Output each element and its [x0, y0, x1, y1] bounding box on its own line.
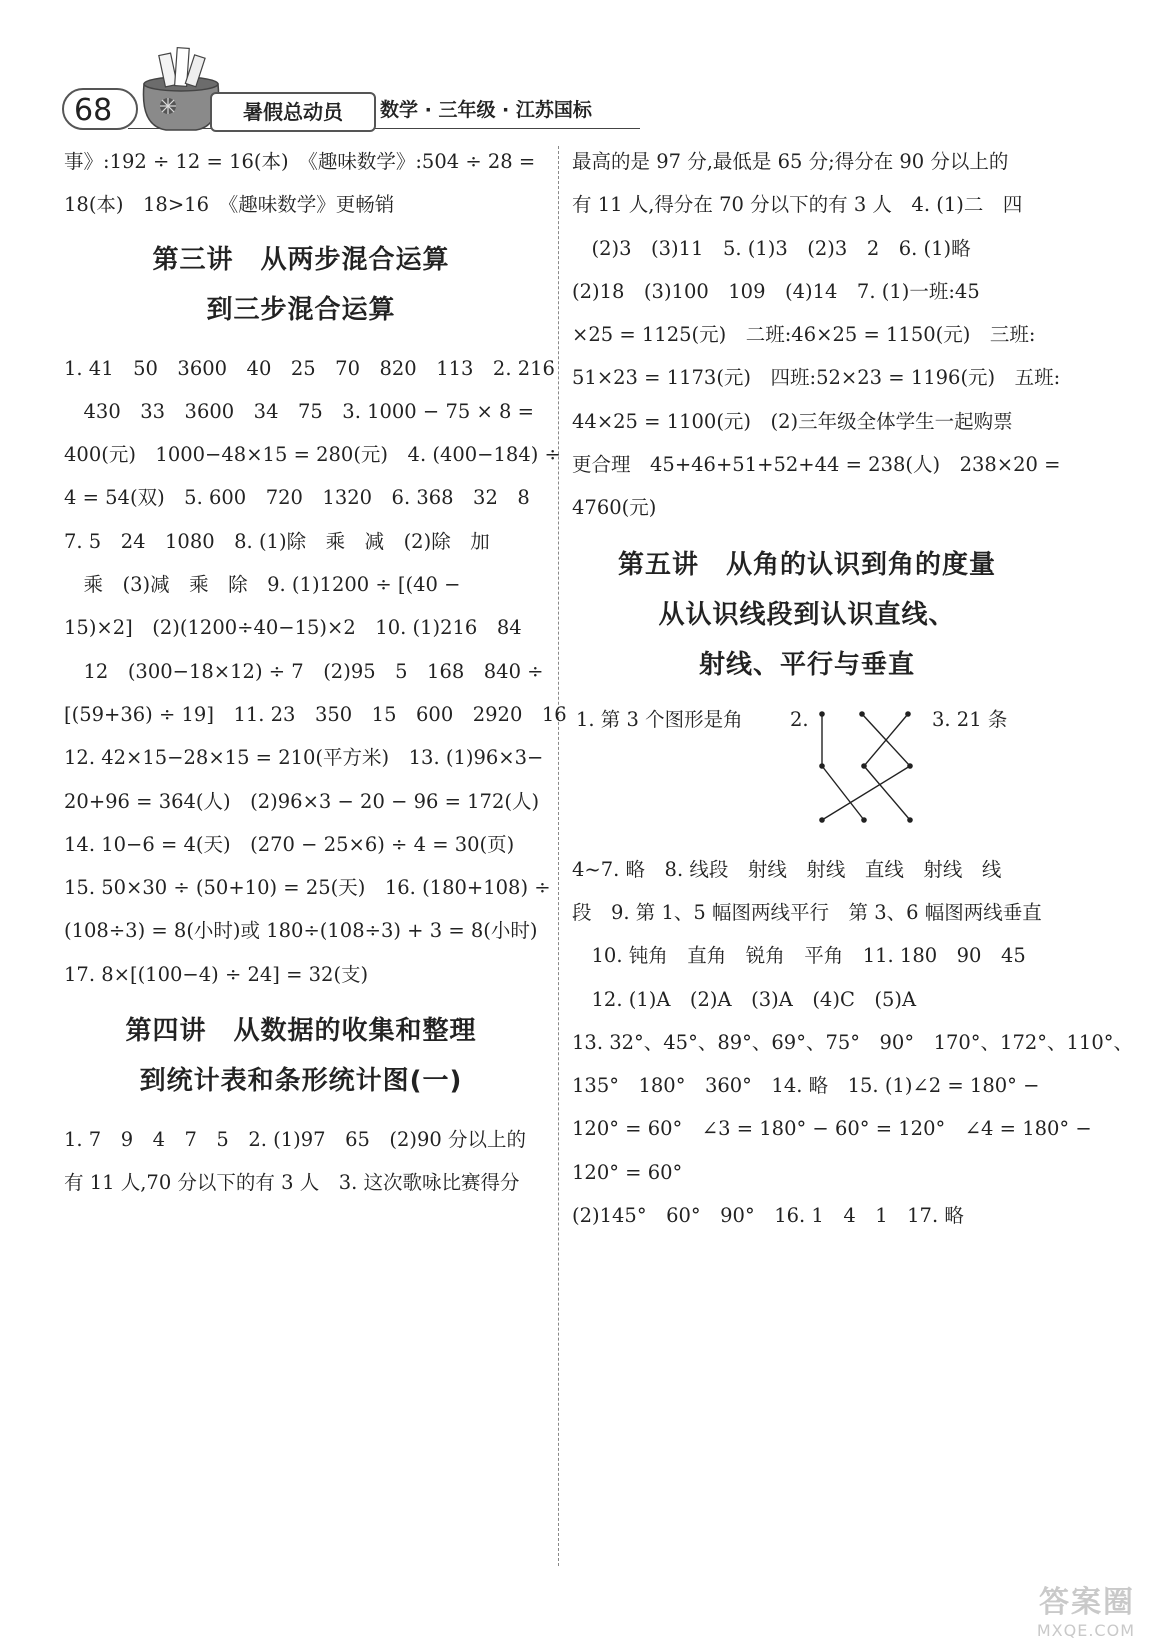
- answer-line: 135° 180° 360° 14. 略 15. (1)∠2 = 180° −: [572, 1074, 1040, 1098]
- answer-line: 1. 41 50 3600 40 25 70 820 113 2. 216: [64, 356, 555, 380]
- answer-line: 44×25 = 1100(元) (2)三年级全体学生一起购票: [572, 409, 1013, 433]
- section-4-heading: [64, 1006, 538, 1106]
- series-title: 暑假总动员: [210, 92, 376, 132]
- section-title: 到统计表和条形统计图(一): [139, 1066, 463, 1097]
- answer-line: 有 11 人,70 分以下的有 3 人 3. 这次歌咏比赛得分: [64, 1171, 520, 1195]
- page-number: 68: [62, 88, 138, 130]
- section-5-heading: [572, 540, 1042, 690]
- answer-line: (2)3 (3)11 5. (1)3 (2)3 2 6. (1)略: [572, 236, 971, 260]
- answer-line: 15. 50×30 ÷ (50+10) = 25(天) 16. (180+108) ÷: [64, 876, 551, 900]
- answer-row-with-figure: [572, 698, 1042, 848]
- answer-line: [(59+36) ÷ 19] 11. 23 350 15 600 2920 16: [64, 702, 567, 726]
- answer-line: 更合理 45+46+51+52+44 = 238(人) 238×20 =: [572, 453, 1061, 477]
- answer-line: 乘 (3)减 乘 除 9. (1)1200 ÷ [(40 −: [64, 573, 461, 597]
- answer-q2-label: 2.: [790, 707, 809, 731]
- answer-line: (2)145° 60° 90° 16. 1 4 1 17. 略: [572, 1204, 964, 1228]
- section-title: 第三讲 从两步混合运算: [152, 244, 450, 275]
- section-title: 第五讲 从角的认识到角的度量: [617, 549, 996, 580]
- answer-line: 4760(元): [572, 496, 657, 520]
- answer-line: 15)×2] (2)(1200÷40−15)×2 10. (1)216 84: [64, 616, 522, 640]
- answer-line: 12 (300−18×12) ÷ 7 (2)95 5 168 840 ÷: [64, 659, 544, 683]
- watermark-url: MXQE.COM: [1036, 1621, 1135, 1640]
- answer-line: 400(元) 1000−48×15 = 280(元) 4. (400−184) ÷: [64, 443, 561, 467]
- answer-line: 14. 10−6 = 4(天) (270 − 25×6) ÷ 4 = 30(页): [64, 832, 515, 856]
- answer-line: 51×23 = 1173(元) 四班:52×23 = 1196(元) 五班:: [572, 366, 1061, 390]
- answer-line: 12. 42×15−28×15 = 210(平方米) 13. (1)96×3−: [64, 746, 544, 770]
- answer-line: 13. 32°、45°、89°、69°、75° 90° 170°、172°、110°、: [572, 1030, 1133, 1054]
- section-title: 到三步混合运算: [206, 294, 396, 325]
- column-divider: [558, 146, 559, 1566]
- answer-line: (2)18 (3)100 109 (4)14 7. (1)一班:45: [572, 279, 980, 303]
- answer-line: 10. 钝角 直角 锐角 平角 11. 180 90 45: [572, 944, 1026, 968]
- answer-line: 120° = 60° ∠3 = 180° − 60° = 120° ∠4 = 180° −: [572, 1117, 1092, 1141]
- right-column: [572, 140, 1133, 1237]
- answer-line: 12. (1)A (2)A (3)A (4)C (5)A: [572, 987, 917, 1011]
- answer-q1: 1. 第 3 个图形是角: [576, 707, 743, 731]
- answer-line: 有 11 人,得分在 70 分以下的有 3 人 4. (1)二 四: [572, 193, 1023, 217]
- section-3-heading: [64, 235, 538, 335]
- answer-line: 最高的是 97 分,最低是 65 分;得分在 90 分以上的: [572, 150, 1009, 173]
- page-header: [62, 46, 622, 134]
- line-connection-figure: [804, 708, 914, 828]
- answer-line: 1. 7 9 4 7 5 2. (1)97 65 (2)90 分以上的: [64, 1128, 527, 1152]
- left-column: [64, 140, 567, 1205]
- answer-line: 430 33 3600 34 75 3. 1000 − 75 × 8 =: [64, 399, 534, 423]
- watermark-logo-text: 答案圈: [1039, 1585, 1135, 1620]
- answer-line: 17. 8×[(100−4) ÷ 24] = 32(支): [64, 962, 369, 986]
- watermark: [955, 1577, 1135, 1641]
- answer-line: 4 = 54(双) 5. 600 720 1320 6. 368 32 8: [64, 486, 530, 510]
- answer-line: 120° = 60°: [572, 1160, 683, 1184]
- section-title: 第四讲 从数据的收集和整理: [125, 1016, 477, 1047]
- section-title: 射线、平行与垂直: [698, 649, 915, 680]
- answer-line: 段 9. 第 1、5 幅图两线平行 第 3、6 幅图两线垂直: [572, 900, 1042, 924]
- answer-q3: 3. 21 条: [932, 707, 1008, 731]
- answer-line: 20+96 = 364(人) (2)96×3 − 20 − 96 = 172(人): [64, 789, 540, 813]
- subject-label: 数学 · 三年级 · 江苏国标: [380, 99, 592, 121]
- answer-line: 18(本) 18>16 《趣味数学》更畅销: [64, 193, 395, 217]
- answer-line: (108÷3) = 8(小时)或 180÷(108÷3) + 3 = 8(小时): [64, 919, 538, 943]
- answer-line: 4~7. 略 8. 线段 射线 射线 直线 射线 线: [572, 857, 1002, 881]
- section-title: 从认识线段到认识直线、: [658, 599, 956, 630]
- answer-line: 7. 5 24 1080 8. (1)除 乘 减 (2)除 加: [64, 529, 490, 553]
- answer-line: 事》:192 ÷ 12 = 16(本) 《趣味数学》:504 ÷ 28 =: [64, 150, 536, 173]
- answer-line: ×25 = 1125(元) 二班:46×25 = 1150(元) 三班:: [572, 323, 1036, 347]
